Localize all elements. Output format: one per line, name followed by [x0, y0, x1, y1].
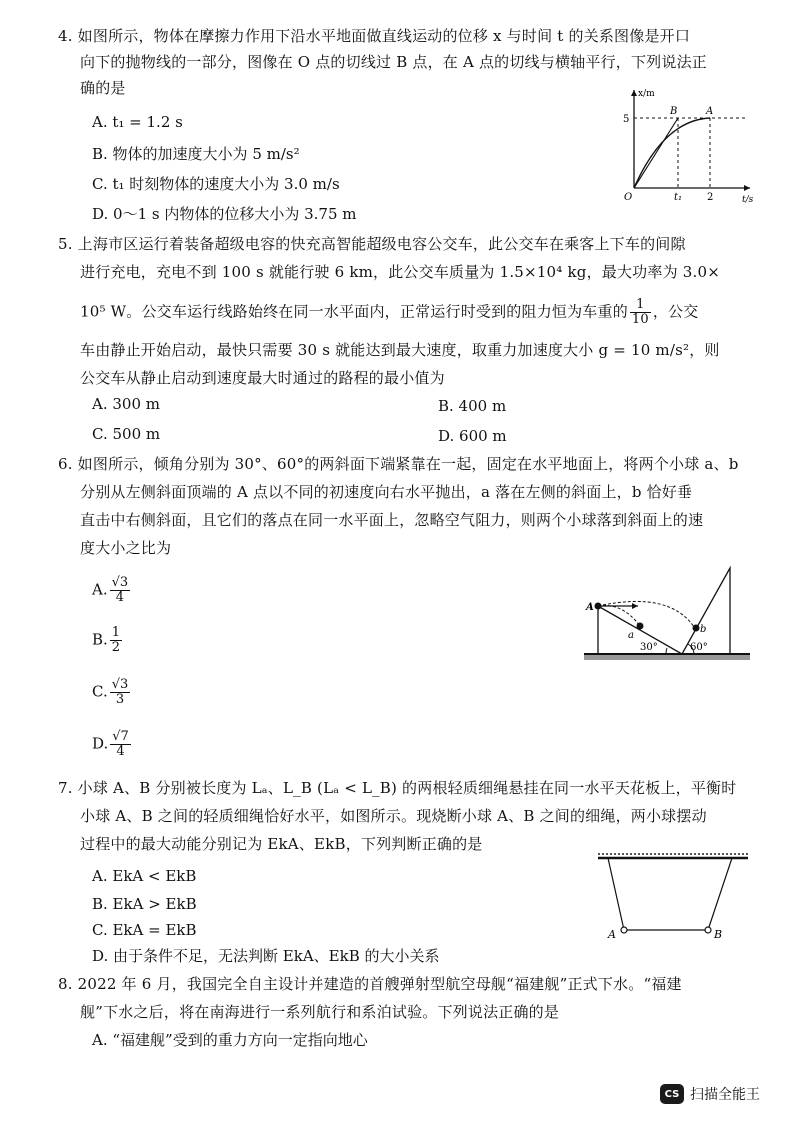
q6-stem-line4: 度大小之比为 — [80, 539, 172, 557]
q6-option-a-den: 4 — [115, 590, 125, 605]
q7-stem-line2: 小球 A、B 之间的轻质细绳恰好水平，如图所示。现烧断小球 A、B 之间的细绳，两小球摆动 — [80, 807, 707, 825]
q6-option-d-den: 4 — [116, 744, 125, 759]
q6-option-a-label: A. — [92, 580, 108, 599]
q5-stem-line1: 5. 上海市区运行着装备超级电容的快充高智能超级电容公交车，此公交车在乘客上下车的间隙 — [58, 235, 686, 253]
q6-angle-60: 60° — [690, 642, 708, 653]
q6-ball-a-label: a — [628, 630, 634, 641]
q4-ylabel: x/m — [638, 89, 655, 99]
q4-xt-graph — [620, 84, 760, 208]
q6-option-c-label: C. — [92, 682, 108, 701]
q6-option-b-den: 2 — [111, 640, 121, 655]
q7-stem-line1: 7. 小球 A、B 分别被长度为 Lₐ、L_B (Lₐ < L_B) 的两根轻质细绳悬挂在同一水平天花板上，平衡时 — [58, 779, 737, 797]
q7-option-c: C. EkA = EkB — [92, 921, 197, 939]
q6-option-a-num: √3 — [111, 575, 129, 590]
q4-xlabel: t/s — [742, 195, 754, 205]
q5-stem-line2: 进行充电，充电不到 100 s 就能行驶 6 km，此公交车质量为 1.5×10⁴ kg，最大功率为 3.0× — [80, 263, 720, 281]
q4-origin-label: O — [624, 192, 633, 203]
q4-y5-label: 5 — [623, 114, 630, 125]
camscanner-logo-icon: CS — [660, 1084, 684, 1104]
q4-point-a: A — [706, 106, 714, 117]
q6-option-b-label: B. — [92, 630, 108, 649]
q6-option-b — [92, 626, 124, 655]
q6-option-c — [92, 678, 132, 707]
q6-option-d-frac — [110, 730, 131, 759]
q4-option-b: B. 物体的加速度大小为 5 m/s² — [92, 145, 300, 163]
q4-option-c: C. t₁ 时刻物体的速度大小为 3.0 m/s — [92, 175, 340, 193]
q6-option-d-label: D. — [92, 734, 109, 753]
q6-option-b-num: 1 — [111, 625, 121, 640]
q5-option-a: A. 300 m — [92, 395, 160, 413]
q8-option-a: A. “福建舰”受到的重力方向一定指向地心 — [92, 1031, 368, 1049]
camscanner-watermark — [660, 1084, 760, 1104]
q5-fraction-den: 10 — [631, 312, 649, 327]
q4-option-d: D. 0～1 s 内物体的位移大小为 3.75 m — [92, 205, 357, 223]
q6-inclines-diagram — [582, 562, 754, 664]
q5-fraction — [630, 298, 651, 327]
q4-t2-label: 2 — [707, 192, 714, 203]
q5-option-b: B. 400 m — [438, 397, 507, 415]
q4-option-a: A. t₁ = 1.2 s — [92, 113, 183, 131]
q8-stem-line2: 舰”下水之后，将在南海进行一系列航行和系泊试验。下列说法正确的是 — [80, 1003, 560, 1021]
q8-stem-line1: 8. 2022 年 6 月，我国完全自主设计并建造的首艘弹射型航空母舰“福建舰”正式下水。“福建 — [58, 975, 682, 993]
q7-ball-b-label: B — [714, 928, 723, 941]
q6-option-d-num: √7 — [112, 729, 129, 744]
q5-stem-line4: 车由静止开始启动，最快只需要 30 s 就能达到最大速度，取重力加速度大小 g = 10 m/s²，则 — [80, 341, 720, 359]
camscanner-text: 扫描全能王 — [690, 1087, 760, 1103]
q6-angle-30: 30° — [640, 642, 658, 653]
q4-t1-label: t₁ — [674, 192, 683, 203]
q7-option-a: A. EkA < EkB — [92, 867, 197, 885]
q7-stem-line3: 过程中的最大动能分别记为 EkA、EkB，下列判断正确的是 — [80, 835, 483, 853]
q6-ball-b-label: b — [700, 624, 707, 635]
q6-option-d — [92, 730, 133, 759]
q7-ball-a-label: A — [608, 928, 616, 941]
q6-stem-line3: 直击中右侧斜面，且它们的落点在同一水平面上，忽略空气阻力，则两个小球落到斜面上的速 — [80, 511, 704, 529]
q7-option-b: B. EkA > EkB — [92, 895, 197, 913]
q6-option-c-frac — [110, 678, 131, 707]
q5-option-c: C. 500 m — [92, 425, 161, 443]
q6-option-b-frac — [110, 626, 122, 655]
q5-fraction-num: 1 — [630, 298, 651, 313]
q6-point-a-label: A — [586, 602, 594, 613]
q4-stem-line2: 向下的抛物线的一部分，图像在 O 点的切线过 B 点，在 A 点的切线与横轴平行，下列说法正 — [80, 53, 707, 71]
q6-option-a-frac — [110, 576, 131, 605]
q4-stem-line3: 确的是 — [80, 79, 126, 97]
q5-line3-text-b: ，公交 — [652, 302, 699, 321]
q6-stem-line2: 分别从左侧斜面顶端的 A 点以不同的初速度向右水平抛出，a 落在左侧的斜面上，b 恰好垂 — [80, 483, 693, 501]
q7-option-d: D. 由于条件不足，无法判断 EkA、EkB 的大小关系 — [92, 947, 440, 965]
q4-stem-line1: 4. 如图所示，物体在摩擦力作用下沿水平地面做直线运动的位移 x 与时间 t 的关系图像是开口 — [58, 27, 691, 45]
q5-line3-text-a: 10⁵ W。公交车运行线路始终在同一水平面内，正常运行时受到的阻力恒为车重的 — [80, 302, 628, 321]
q4-point-b: B — [670, 106, 678, 117]
q5-stem-line3 — [80, 298, 698, 327]
q6-option-c-num: √3 — [111, 677, 129, 692]
q6-stem-line1: 6. 如图所示，倾角分别为 30°、60°的两斜面下端紧靠在一起，固定在水平地面上，将两个小球 a、b — [58, 455, 739, 473]
q6-option-a — [92, 576, 132, 605]
q5-stem-line5: 公交车从静止启动到速度最大时通过的路程的最小值为 — [80, 369, 445, 387]
q5-option-d: D. 600 m — [438, 427, 507, 445]
q6-option-c-den: 3 — [115, 692, 125, 707]
q7-pendulum-diagram — [594, 848, 754, 944]
